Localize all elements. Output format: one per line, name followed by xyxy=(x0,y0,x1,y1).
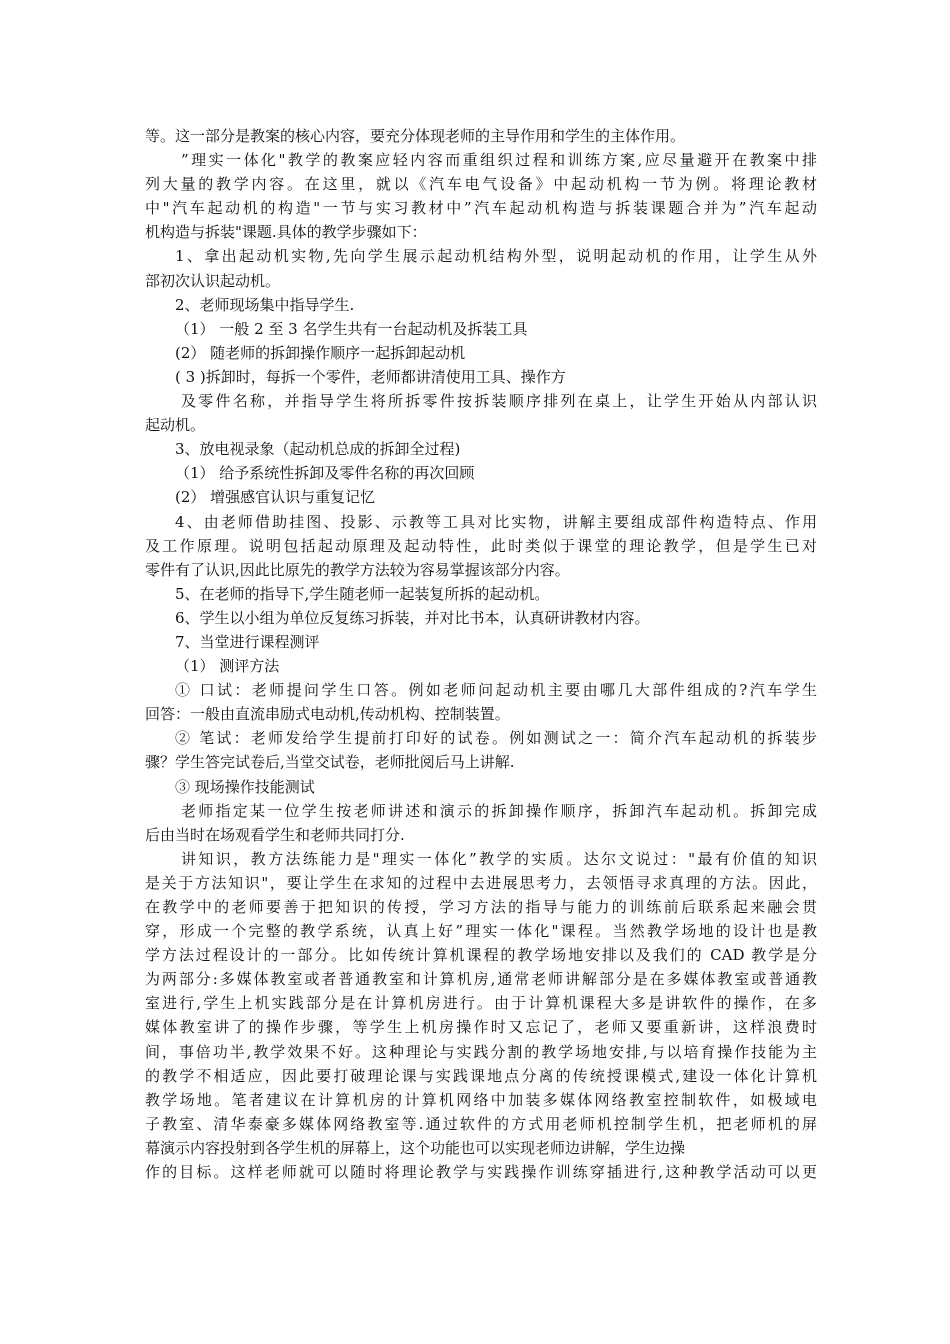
text-line: ( 3 )拆卸时，每拆一个零件，老师都讲清使用工具、操作方 xyxy=(175,367,566,386)
text-line: 及零件名称，并指导学生将所拆零件按拆装顺序排列在桌上，让学生开始从内部认识 xyxy=(181,392,817,411)
text-line: 穿，形成一个完整的教学系统，认真上好”理实一体化"课程。当然教学场地的设计也是教 xyxy=(145,922,817,941)
text-line: 幕演示内容投射到各学生机的屏幕上，这个功能也可以实现老师边讲解，学生边操 xyxy=(145,1138,686,1157)
text-line: 零件有了认识,因此比原先的教学方法较为容易掌握该部分内容。 xyxy=(145,560,570,579)
text-line: 列大量的教学内容。在这里，就以《汽车电气设备》中起动机构一节为例。将理论教材 xyxy=(145,175,817,194)
text-line: 3、放电视录象（起动机总成的拆卸全过程) xyxy=(175,440,461,459)
text-line: 2、老师现场集中指导学生. xyxy=(175,295,355,314)
text-line: 部初次认识起动机。 xyxy=(145,271,281,290)
text-line: 的教学不相适应，因此要打破理论课与实践课地点分离的传统授课模式,建设一体化计算机 xyxy=(145,1066,817,1085)
text-line: 起动机。 xyxy=(145,416,206,435)
text-line: 室进行,学生上机实践部分是在计算机房进行。由于计算机课程大多是讲软件的操作，在多 xyxy=(145,994,817,1013)
text-line: 学方法过程设计的一部分。比如传统计算机课程的教学场地安排以及我们的 CAD 教学是分 xyxy=(145,946,817,965)
text-line: （1） 一般 2 至 3 名学生共有一台起动机及拆装工具 xyxy=(175,319,528,338)
text-line: ③ 现场操作技能测试 xyxy=(175,777,315,796)
text-line: 为两部分:多媒体教室或者普通教室和计算机房,通常老师讲解部分是在多媒体教室或普通教 xyxy=(145,970,817,989)
text-line: 机构造与拆装"课题.具体的教学步骤如下： xyxy=(145,223,427,242)
text-line: 中"汽车起动机的构造"一节与实习教材中”汽车起动机构造与拆装课题合并为”汽车起动 xyxy=(145,199,817,218)
text-line: 回答：一般由直流串励式电动机,传动机构、控制装置。 xyxy=(145,705,510,724)
text-line: 作的目标。这样老师就可以随时将理论教学与实践操作训练穿插进行,这种教学活动可以更 xyxy=(145,1163,817,1182)
text-line: 教学场地。笔者建议在计算机房的计算机网络中加装多媒体网络教室控制软件，如极域电 xyxy=(145,1090,817,1109)
text-line: 骤？学生答完试卷后,当堂交试卷，老师批阅后马上讲解. xyxy=(145,753,515,772)
text-line: ② 笔试：老师发给学生提前打印好的试卷。例如测试之一：简介汽车起动机的拆装步 xyxy=(175,729,817,748)
text-line: ”理实一体化"教学的教案应轻内容而重组织过程和训练方案,应尽量避开在教案中排 xyxy=(181,151,817,170)
text-line: 在教学中的老师要善于把知识的传授，学习方法的指导与能力的训练前后联系起来融会贯 xyxy=(145,898,817,916)
text-line: 7、当堂进行课程测评 xyxy=(175,632,320,651)
text-line: 媒体教室讲了的操作步骤，等学生上机房操作时又忘记了，老师又要重新讲，这样浪费时 xyxy=(145,1018,817,1037)
text-line: 间，事倍功半,教学效果不好。这种理论与实践分割的教学场地安排,与以培育操作技能为主 xyxy=(145,1042,817,1061)
text-line: 老师指定某一位学生按老师讲述和演示的拆卸操作顺序，拆卸汽车起动机。拆卸完成 xyxy=(181,801,817,820)
text-line: （1） 测评方法 xyxy=(175,657,280,676)
text-line: 后由当时在场观看学生和老师共同打分. xyxy=(145,825,405,844)
text-line: 5、在老师的指导下,学生随老师一起装复所拆的起动机。 xyxy=(175,584,550,603)
text-line: 子教室、清华泰豪多媒体网络教室等.通过软件的方式用老师机控制学生机，把老师机的屏 xyxy=(145,1114,817,1133)
text-line: 等。这一部分是教案的核心内容，要充分体现老师的主导作用和学生的主体作用。 xyxy=(145,127,686,145)
text-line: （1） 给予系统性拆卸及零件名称的再次回顾 xyxy=(175,464,475,483)
text-line: (2） 随老师的拆卸操作顺序一起拆卸起动机 xyxy=(175,343,466,362)
text-line: 是关于方法知识"，要让学生在求知的过程中去进展思考力，去领悟寻求真理的方法。因此， xyxy=(145,873,817,892)
text-line: 及工作原理。说明包括起动原理及起动特性，此时类似于课堂的理论教学，但是学生已对 xyxy=(145,536,817,555)
text-line: 4、由老师借助挂图、投影、示教等工具对比实物，讲解主要组成部件构造特点、作用 xyxy=(175,512,817,531)
document-page xyxy=(145,124,817,1184)
text-line: ① 口试：老师提问学生口答。例如老师问起动机主要由哪几大部件组成的?汽车学生 xyxy=(175,681,817,700)
text-line: (2） 增强感官认识与重复记忆 xyxy=(175,488,376,507)
text-line: 1、拿出起动机实物,先向学生展示起动机结构外型，说明起动机的作用，让学生从外 xyxy=(175,247,817,266)
text-line: 6、学生以小组为单位反复练习拆装，并对比书本，认真研讲教材内容。 xyxy=(175,608,650,627)
text-line: 讲知识，教方法练能力是"理实一体化”教学的实质。达尔文说过："最有价值的知识 xyxy=(181,849,817,868)
